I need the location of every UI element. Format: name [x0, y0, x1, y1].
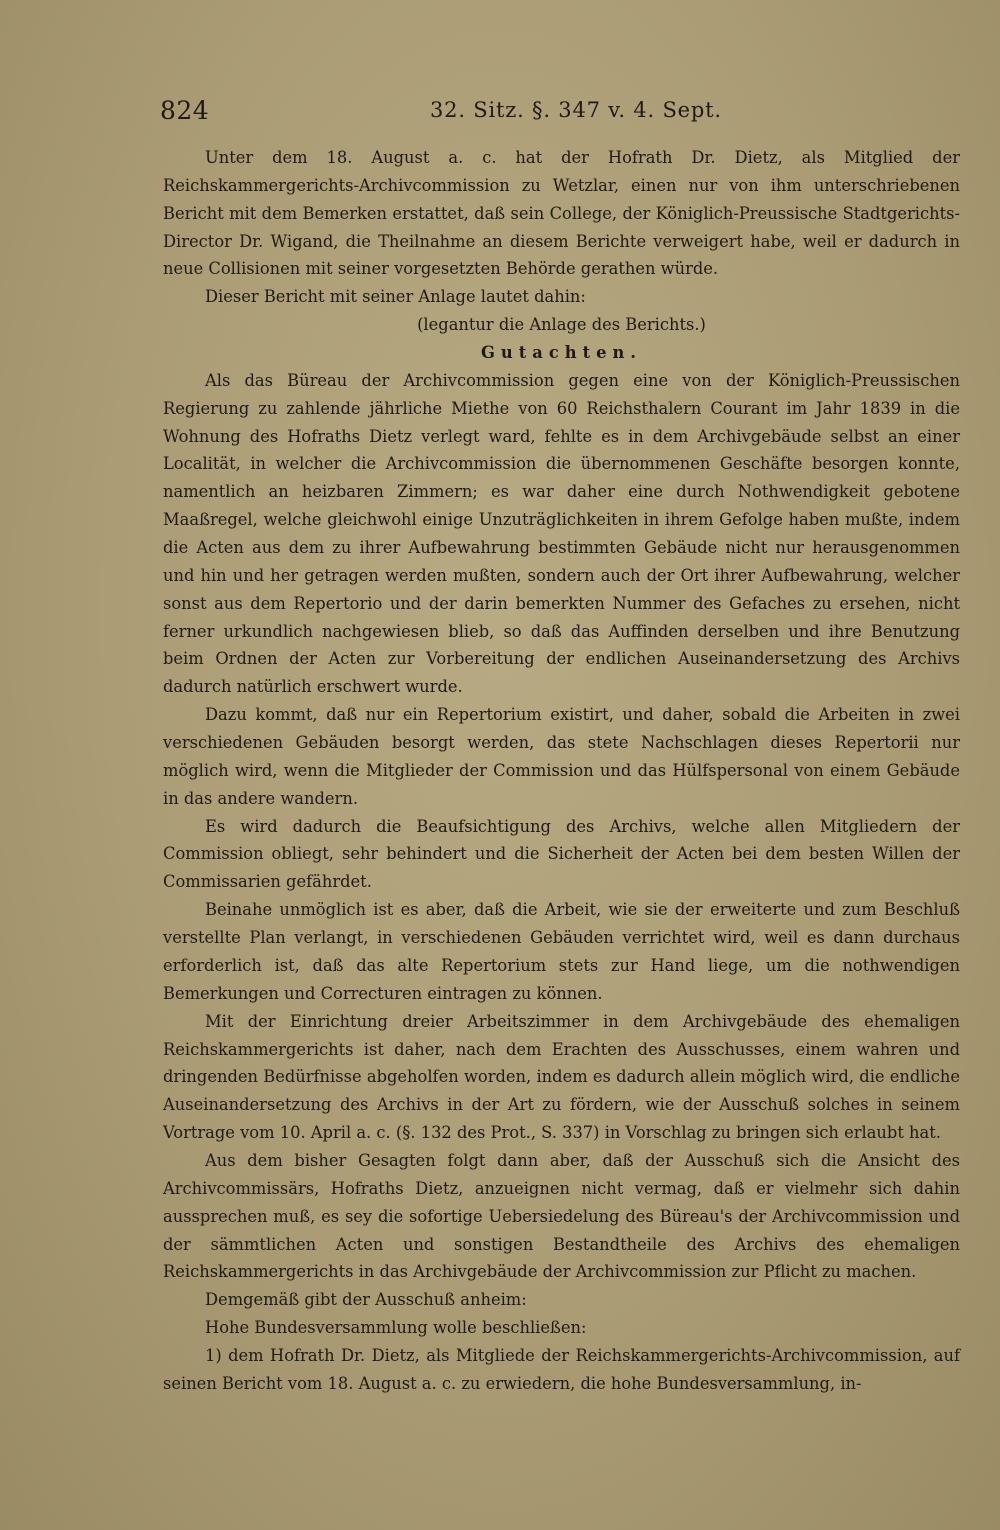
- paragraph-report-wording: Dieser Bericht mit seiner Anlage lautet dahin:: [205, 287, 586, 307]
- paragraph-work-rooms: Mit der Einrichtung dreier Arbeitszimmer in dem Archivgebäude des ehemaligen Reichskammergerichts ist daher, nach dem Erachten des Ausschusses, einem wahren und dringenden Bedürfnisse abgeholfen worden, indem es dadurch allein möglich wird, die endliche Auseinandersetzung des Archivs in der Art zu fördern, wie der Ausschuß solches in seinem Vortrage vom 10. April a. c. (§. 132 des Prot., S. 337) in Vorschlag zu bringen sich erlaubt hat.: [163, 1011, 960, 1143]
- page-number: 824: [160, 96, 210, 125]
- paragraph-supervision: Es wird dadurch die Beaufsichtigung des Archivs, welche allen Mitgliedern der Commission obliegt, sehr behindert und die Sicherheit der Acten bei dem besten Willen der Commissarien gefährdet.: [163, 816, 960, 892]
- paragraph-conclusion: Aus dem bisher Gesagten folgt dann aber, daß der Ausschuß sich die Ansicht des Archivcommissärs, Hofraths Dietz, anzueignen nicht vermag, daß er vielmehr sich dahin aussprechen muß, es sey die sofortige Uebersiedelung des Büreau's der Archivcommission und der sämmtlichen Acten und sonstigen Bestandtheile des Archivs des ehemaligen Reichskammergerichts in das Archivgebäude der Archivcommission zur Pflicht zu machen.: [163, 1150, 960, 1282]
- page-header: [160, 96, 960, 136]
- paragraph-repertorium: Dazu kommt, daß nur ein Repertorium existirt, und daher, sobald die Arbeiten in zwei verschiedenen Gebäuden besorgt werden, das stete Nachschlagen dieses Repertorii nur möglich wird, wenn die Mitglieder der Commission und das Hülfspersonal von einem Gebäude in das andere wandern.: [163, 705, 960, 808]
- section-heading-gutachten: Gutachten.: [481, 343, 642, 363]
- paragraph-item-1: 1) dem Hofrath Dr. Dietz, als Mitgliede der Reichskammergerichts-Archivcommission, auf seinen Bericht vom 18. August a. c. zu erwiedern, die hohe Bundesversammlung, in-: [163, 1345, 960, 1393]
- body-text: [163, 144, 960, 1398]
- paragraph-impossible: Beinahe unmöglich ist es aber, daß die Arbeit, wie sie der erweiterte und zum Beschluß verstellte Plan verlangt, in verschiedenen Gebäuden verrichtet wird, weil es dann durchaus erforderlich ist, daß das alte Repertorium stets zur Hand liege, um die nothwendigen Bemerkungen und Correcturen eintragen zu können.: [163, 900, 960, 1003]
- legantur-note: (legantur die Anlage des Berichts.): [417, 315, 706, 335]
- paragraph-bureau: Als das Büreau der Archivcommission gegen eine von der Königlich-Preussischen Regierung zu zahlende jährliche Miethe von 60 Reichsthalern Courant im Jahr 1839 in die Wohnung des Hofraths Dietz verlegt ward, fehlte es in dem Archivgebäude selbst an einer Localität, in welcher die Archivcommission die übernommenen Geschäfte besorgen konnte, namentlich an heizbaren Zimmern; es war daher eine durch Nothwendigkeit gebotene Maaßregel, welche gleichwohl einige Unzuträglichkeiten in ihrem Gefolge haben mußte, indem die Acten aus dem zu ihrer Aufbewahrung bestimmten Gebäude nicht nur herausgenommen und hin und her getragen werden mußten, sondern auch der Ort ihrer Aufbewahrung, welcher sonst aus dem Repertorio und der darin bemerkten Nummer des Gefaches zu ersehen, nicht ferner urkundlich nachgewiesen blieb, so daß das Auffinden derselben und ihre Benutzung beim Ordnen der Acten zur Vorbereitung der endlichen Auseinandersetzung des Archivs dadurch natürlich erschwert wurde.: [163, 370, 960, 697]
- running-head: 32. Sitz. §. 347 v. 4. Sept.: [430, 98, 722, 122]
- paragraph-resolution: Hohe Bundesversammlung wolle beschließen:: [205, 1318, 587, 1338]
- paragraph-report-intro: Unter dem 18. August a. c. hat der Hofrath Dr. Dietz, als Mitglied der Reichskammergerichts-Archivcommission zu Wetzlar, einen nur von ihm unterschriebenen Bericht mit dem Bemerken erstattet, daß sein College, der Königlich-Preussische Stadtgerichts-Director Dr. Wigand, die Theilnahme an diesem Berichte verweigert habe, weil er dadurch in neue Collisionen mit seiner vorgesetzten Behörde gerathen würde.: [163, 148, 960, 279]
- paragraph-proposal: Demgemäß gibt der Ausschuß anheim:: [205, 1290, 527, 1310]
